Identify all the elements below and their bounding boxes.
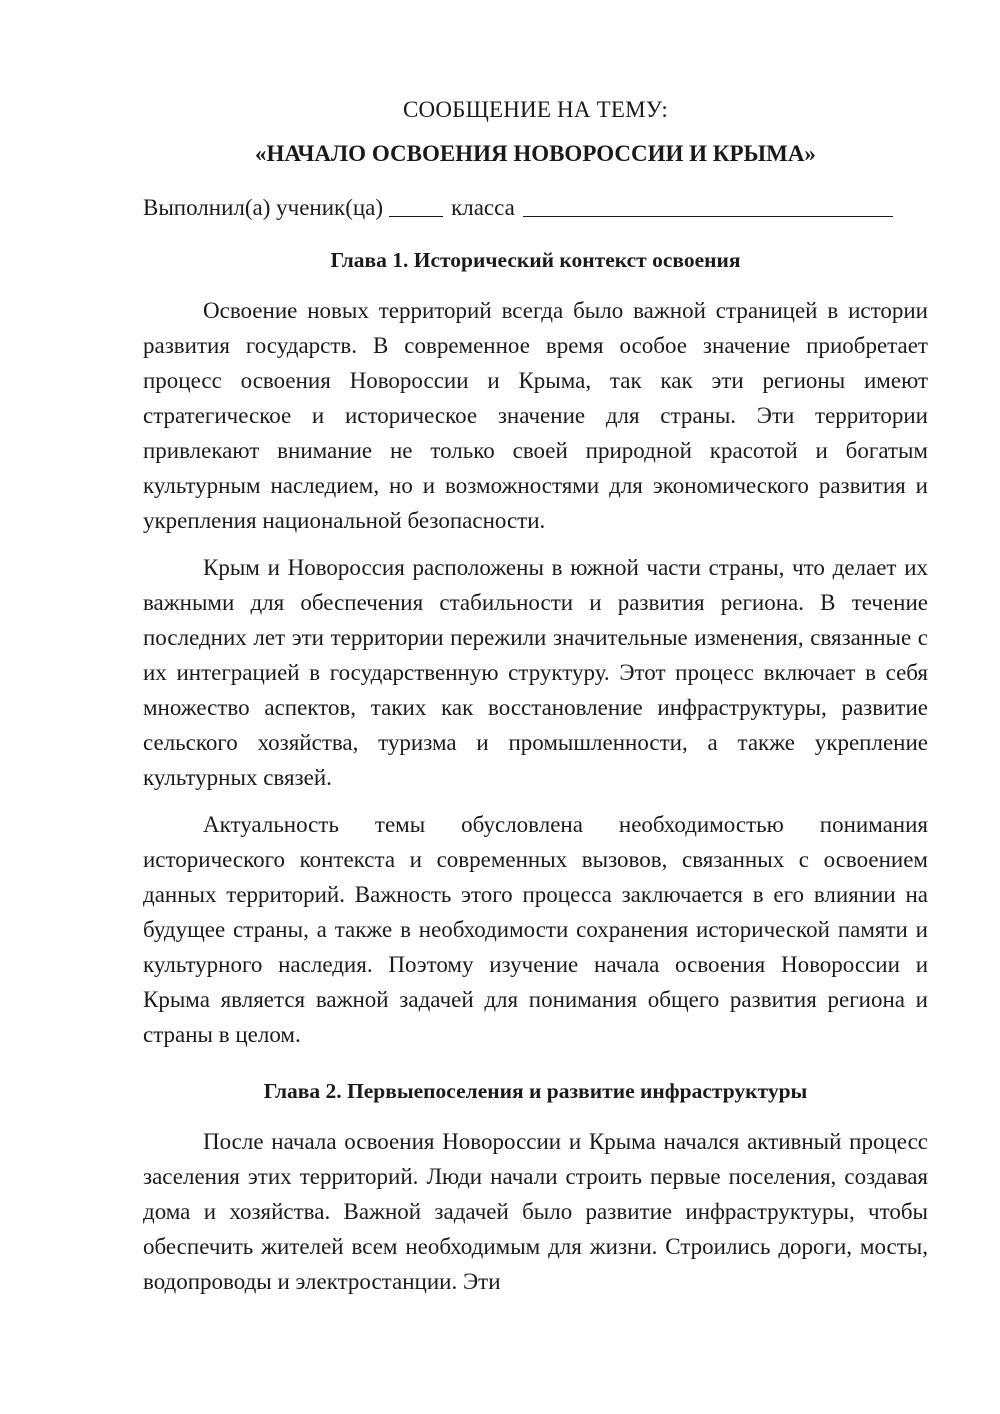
document-title: СООБЩЕНИЕ НА ТЕМУ:: [403, 97, 668, 122]
author-class-label: класса: [451, 195, 515, 220]
document-page: [143, 92, 928, 1299]
chapter-2-paragraph: После начала освоения Новороссии и Крыма начался активный процесс заселения этих территорий. Люди начали строить первые поселения, создавая дома и хозяйства. Важной задачей было развитие инфраструктуры, чтобы обеспечить жителей всем необходимым для жизни. Строились дороги, мосты, водопроводы и электростанции. Эти: [143, 1129, 928, 1294]
chapter-1-paragraph: Крым и Новороссия расположены в южной части страны, что делает их важными для обеспечения стабильности и развития региона. В течение последних лет эти территории пережили значительные изменения, связанные с их интеграцией в государственную структуру. Этот процесс включает в себя множество аспектов, таких как восстановление инфраструктуры, развитие сельского хозяйства, туризма и промышленности, а также укрепление культурных связей.: [143, 555, 928, 790]
author-line: [143, 190, 928, 225]
chapter-1-paragraph: Освоение новых территорий всегда было важной страницей в истории развития государств. В современное время особое значение приобретает процесс освоения Новороссии и Крыма, так как эти регионы имеют стратегическое и историческое значение для страны. Эти территории привлекают внимание не только своей природной красотой и богатым культурным наследием, но и возможностями для экономического развития и укрепления национальной безопасности.: [143, 298, 928, 533]
grade-blank: [389, 194, 443, 217]
chapter-1-paragraph: Актуальность темы обусловлена необходимостью понимания исторического контекста и современных вызовов, связанных с освоением данных территорий. Важность этого процесса заключается в его влиянии на будущее страны, а также в необходимости сохранения исторической памяти и культурного наследия. Поэтому изучение начала освоения Новороссии и Крыма является важной задачей для понимания общего развития региона и страны в целом.: [143, 812, 928, 1047]
chapter-2-heading: Глава 2. Первыепоселения и развитие инфраструктуры: [263, 1079, 808, 1103]
author-prefix: Выполнил(а) ученик(ца): [143, 195, 384, 220]
name-blank: [523, 194, 893, 217]
chapter-1-heading: Глава 1. Исторический контекст освоения: [330, 248, 741, 272]
document-subtitle: «НАЧАЛО ОСВОЕНИЯ НОВОРОССИИ И КРЫМА»: [255, 141, 816, 166]
